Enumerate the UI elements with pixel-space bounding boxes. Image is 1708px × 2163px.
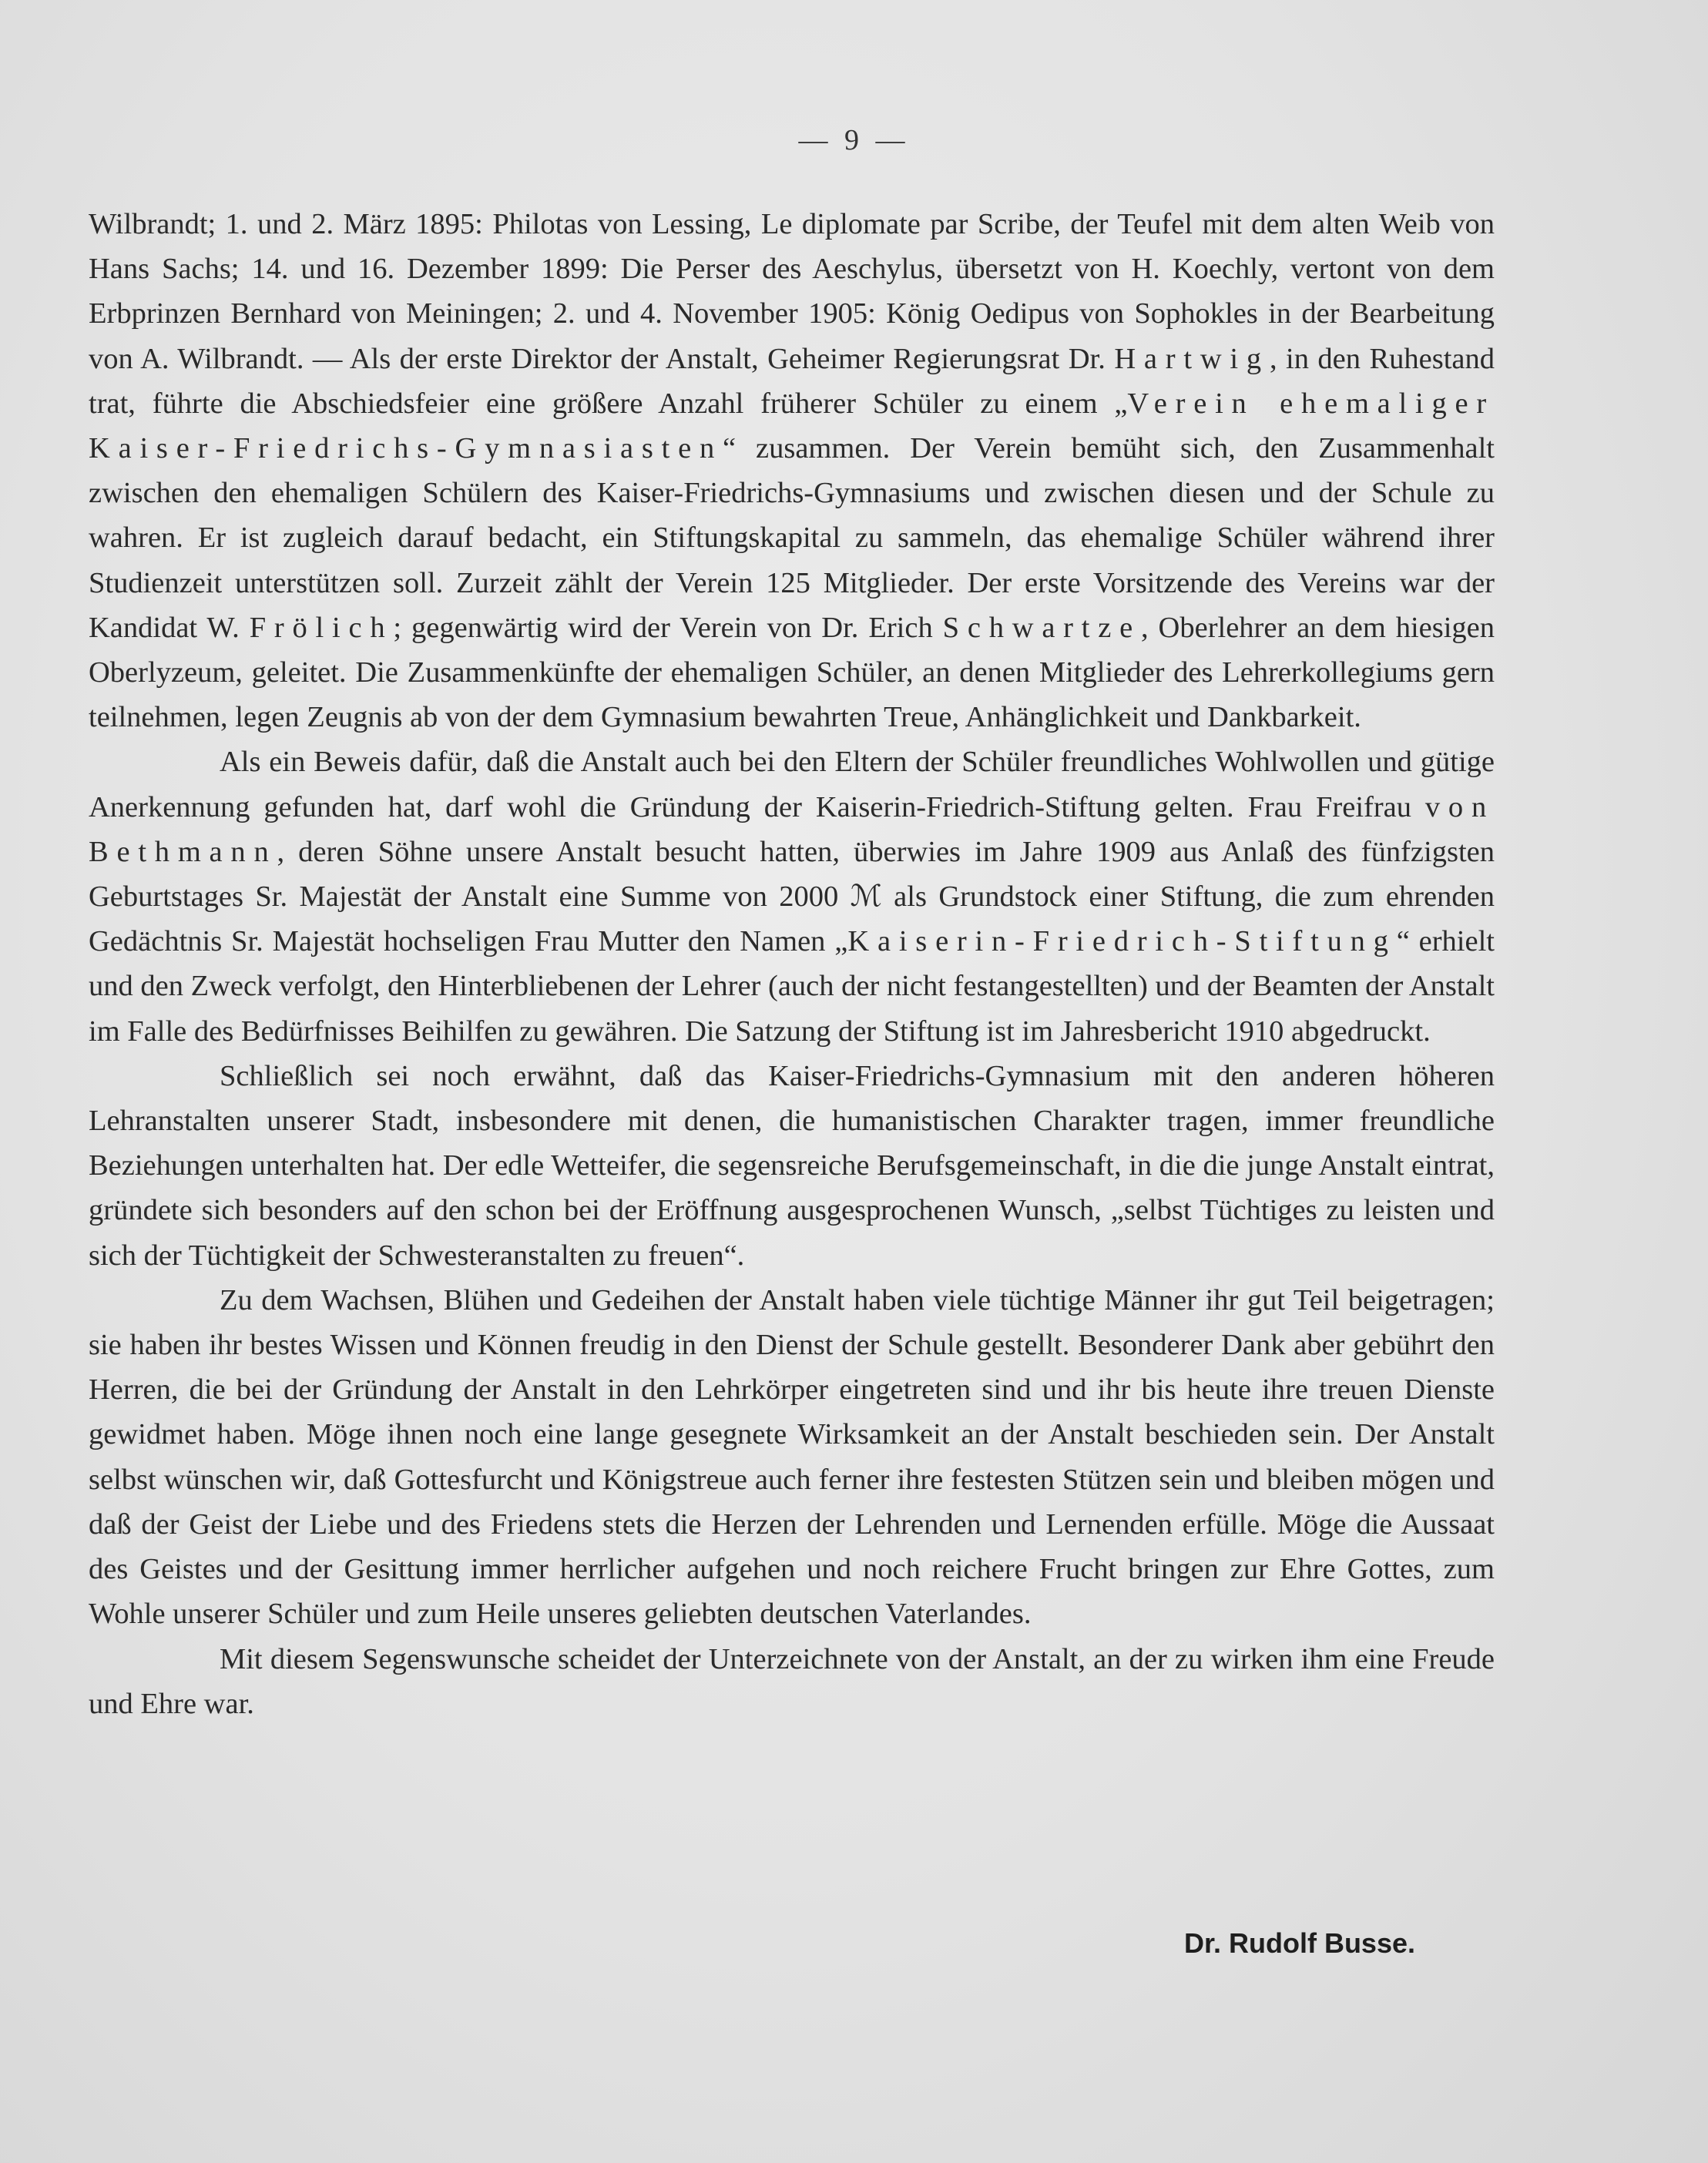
emphasized-name: Hartwig	[1114, 342, 1270, 375]
page-number: — 9 —	[798, 124, 910, 156]
emphasized-name: Schwartze	[942, 611, 1141, 644]
paragraph	[89, 1637, 1495, 1726]
text-segment: , in den Ruhestand trat, führte die Abschiedsfeier eine größere Anzahl früherer Schüler zu einem „	[89, 342, 1495, 420]
text-segment: Mit diesem Segenswunsche scheidet der Unterzeichnete von der Anstalt, an der zu wirken ihm eine Freude und Ehre war.	[89, 1642, 1495, 1720]
paragraph	[89, 739, 1495, 1053]
text-segment: ; gegenwärtig wird der Verein von Dr. Erich	[393, 611, 943, 644]
signature: Dr. Rudolf Busse.	[1183, 1927, 1415, 1959]
paragraph	[89, 202, 1495, 739]
text-segment: “ erhielt und den Zweck verfolgt, den Hinterbliebenen der Lehrer (auch der nicht festangestellten) und der Beamten der Anstalt im Falle des Bedürfnisses Beihilfen zu gewähren. Die Satzung der Stiftung ist im Jahresbericht 1910 abgedruckt.	[89, 925, 1495, 1048]
emphasized-name: Kaiserin-Friedrich-Stiftung	[847, 925, 1397, 958]
paragraph	[89, 1278, 1495, 1637]
text-segment: , Oberlehrer an dem hiesigen Oberlyzeum, geleitet. Die Zusammenkünfte der ehemaligen Schüler, an denen Mitglieder des Lehrerkollegiums gern teilnehmen, legen Zeugnis ab von der dem Gymnasium bewahrten Treue, Anhänglichkeit und Dankbarkeit.	[89, 611, 1495, 734]
emphasized-name: von Bethmann	[89, 790, 1495, 868]
text-segment: Wilbrandt; 1. und 2. März 1895: Philotas von Lessing, Le diplomate par Scribe, der Teufel mit dem alten Weib von Hans Sachs; 14. und 16. Dezember 1899: Die Perser des Aeschylus, übersetzt von H. Koechly, vertont von dem Erbprinzen Bernhard von Meiningen; 2. und 4. November 1905: König Oedipus von Sophokles in der Bearbeitung von A. Wilbrandt. — Als der erste Direktor der Anstalt, Geheimer Regierungsrat Dr.	[89, 208, 1495, 375]
text-segment: , deren Söhne unsere Anstalt besucht hatten, überwies im Jahre 1909 aus Anlaß des fünfzigsten Geburtstages Sr. Majestät der Anstalt eine Summe von 2000 ℳ als Grundstock einer Stiftung, die zum ehrenden Gedächtnis Sr. Majestät hochseligen Frau Mutter den Namen „	[89, 835, 1495, 958]
text-segment: Schließlich sei noch erwähnt, daß das Kaiser-Friedrichs-Gymnasium mit den anderen höheren Lehranstalten unserer Stadt, insbesondere mit denen, die humanistischen Charakter tragen, immer freundliche Beziehungen unterhalten hat. Der edle Wetteifer, die segensreiche Berufsgemeinschaft, in die die junge Anstalt eintrat, gründete sich besonders auf den schon bei der Eröffnung ausgesprochenen Wunsch, „selbst Tüchtiges zu leisten und sich der Tüchtigkeit der Schwesteranstalten zu freuen“.	[89, 1059, 1495, 1272]
text-segment: “ zusammen. Der Verein bemüht sich, den Zusammenhalt zwischen den ehemaligen Schülern des Kaiser-Friedrichs-Gymnasiums und zwischen diesen und der Schule zu wahren. Er ist zugleich darauf bedacht, ein Stiftungskapital zu sammeln, das ehemalige Schüler während ihrer Studienzeit unterstützen soll. Zurzeit zählt der Verein 125 Mitglieder. Der erste Vorsitzende des Vereins war der Kandidat W.	[89, 432, 1495, 644]
paragraph	[89, 1054, 1495, 1278]
text-segment: Zu dem Wachsen, Blühen und Gedeihen der Anstalt haben viele tüchtige Männer ihr gut Teil beigetragen; sie haben ihr bestes Wissen und Können freudig in den Dienst der Schule gestellt. Besonderer Dank aber gebührt den Herren, die bei der Gründung der Anstalt in den Lehrkörper eingetreten sind und ihr bis heute ihre treuen Dienste gewidmet haben. Möge ihnen noch eine lange gesegnete Wirksamkeit an der Anstalt beschieden sein. Der Anstalt selbst wünschen wir, daß Gottesfurcht und Königstreue auch ferner ihre festesten Stützen sein und bleiben mögen und daß der Geist der Liebe und des Friedens stets die Herzen der Lehrenden und Lernenden erfülle. Möge die Aussaat des Geistes und der Gesittung immer herrlicher aufgehen und noch reichere Frucht bringen zur Ehre Gottes, zum Wohle unserer Schüler und zum Heile unseres geliebten deutschen Vaterlandes.	[89, 1283, 1495, 1631]
body-text	[89, 202, 1495, 1726]
text-segment: Als ein Beweis dafür, daß die Anstalt auch bei den Eltern der Schüler freundliches Wohlwollen und gütige Anerkennung gefunden hat, darf wohl die Gründung der Kaiserin-Friedrich-Stiftung gelten. Frau Freifrau	[89, 746, 1495, 823]
emphasized-name: Frölich	[249, 611, 394, 644]
emphasized-name: Verein ehemaliger Kaiser-Friedrichs-Gymnasiasten	[89, 387, 1495, 465]
